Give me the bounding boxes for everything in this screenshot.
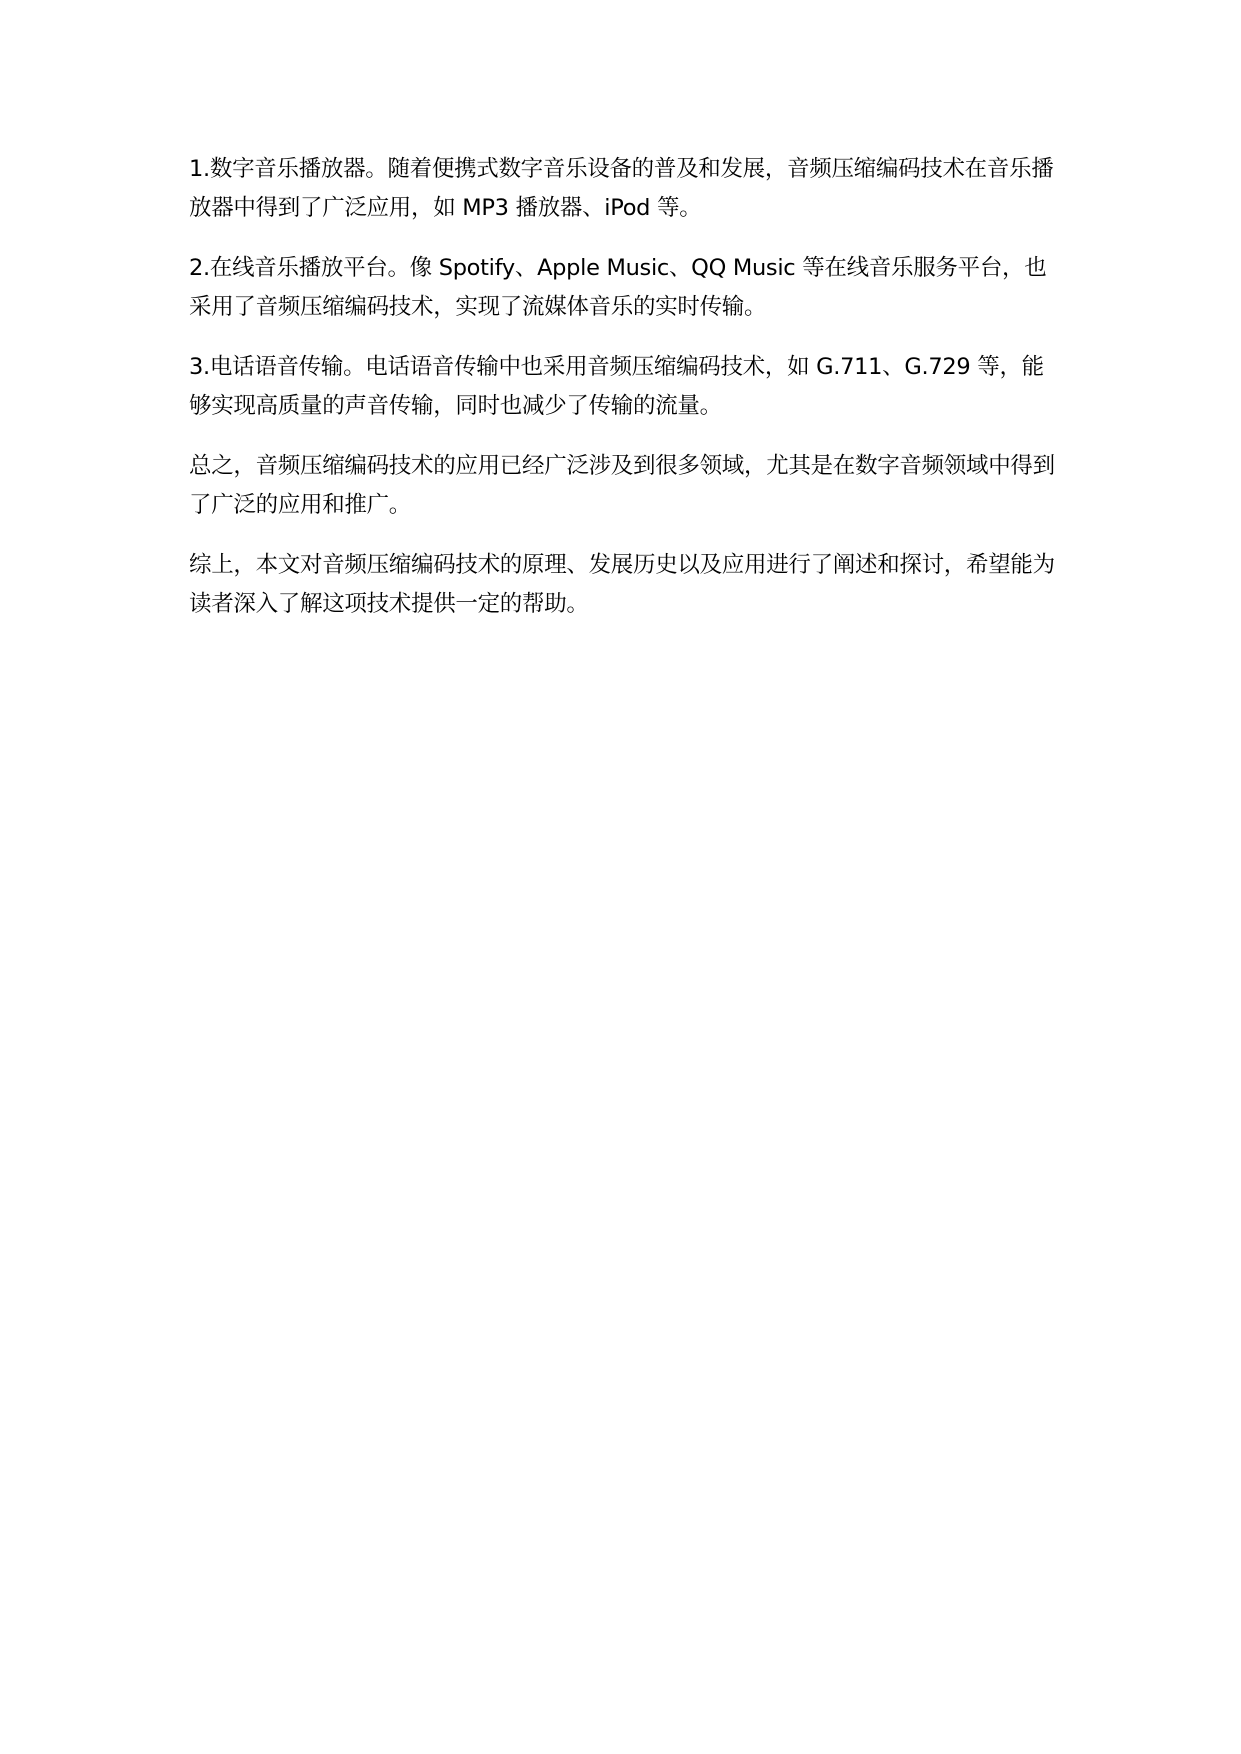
paragraph-summary: 总之，音频压缩编码技术的应用已经广泛涉及到很多领域，尤其是在数字音频领域中得到了广泛的应用和推广。 bbox=[189, 453, 1055, 518]
paragraph-conclusion: 综上，本文对音频压缩编码技术的原理、发展历史以及应用进行了阐述和探讨，希望能为读者深入了解这项技术提供一定的帮助。 bbox=[189, 552, 1055, 617]
paragraph-digital-music-player: 1.数字音乐播放器。随着便携式数字音乐设备的普及和发展，音频压缩编码技术在音乐播放器中得到了广泛应用，如 MP3 播放器、iPod 等。 bbox=[189, 156, 1054, 221]
paragraph-telephone-voice: 3.电话语音传输。电话语音传输中也采用音频压缩编码技术，如 G.711、G.729 等，能够实现高质量的声音传输，同时也减少了传输的流量。 bbox=[189, 354, 1044, 419]
document-body bbox=[189, 150, 1059, 645]
paragraph-online-music-platform: 2.在线音乐播放平台。像 Spotify、Apple Music、QQ Music 等在线音乐服务平台，也采用了音频压缩编码技术，实现了流媒体音乐的实时传输。 bbox=[189, 255, 1047, 320]
